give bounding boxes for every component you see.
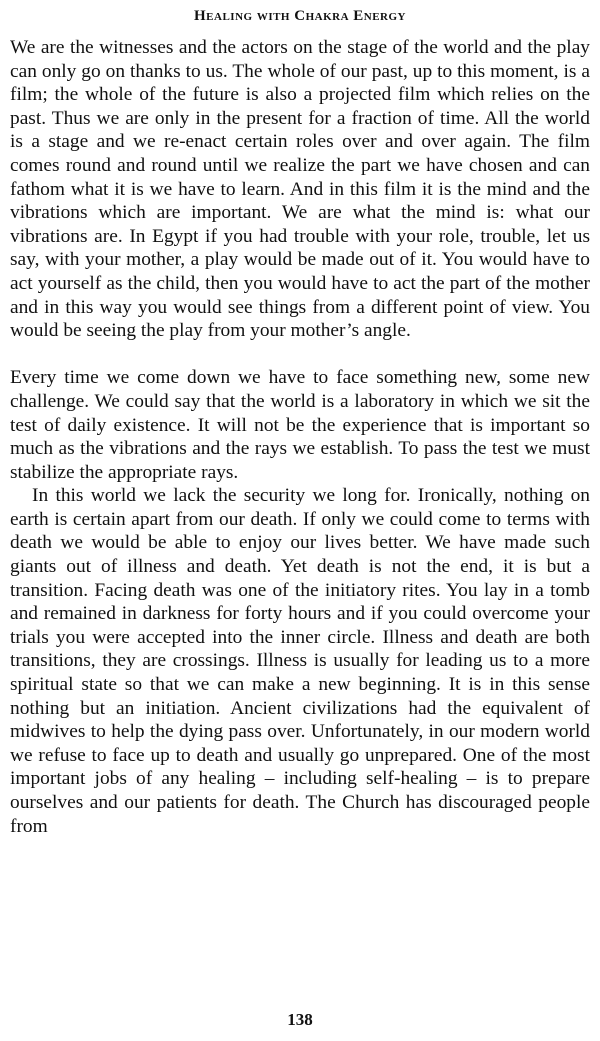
running-head: Healing with Chakra Energy (194, 8, 406, 24)
paragraph-witnesses-and-actors: We are the witnesses and the actors on the stage of the world and the play can only go on thanks to us. The whole of our past, up to this moment, is a film; the whole of the future is also a projected film which relies on the past. Thus we are only in the present for a fraction of time. All the world is a stage and we re-enact certain roles over and over again. The film comes round and round until we realize the part we have chosen and can fathom what it is we have to learn. And in this film it is the mind and the vibrations which are important. We are what the mind is: what our vibrations are. In Egypt if you had trouble with your role, trouble, let us say, with your mother, a play would be made out of it. You would have to act yourself as the child, then you would have to act the part of the mother and in this way you would see things from a different point of view. You would be seeing the play from your mother’s angle. (10, 37, 590, 342)
paragraph-new-challenge: Every time we come down we have to face something new, some new challenge. We could say that the world is a laboratory in which we sit the test of daily existence. It will not be the experience that is important so much as the vibrations and the rays we establish. To pass the test we must stabilize the appropriate rays. (10, 367, 590, 483)
paragraph-security-and-death: In this world we lack the security we long for. Ironically, nothing on earth is certain apart from our death. If only we could come to terms with death we would be able to enjoy our lives better. We have made such giants out of illness and death. Yet death is not the end, it is but a transition. Facing death was one of the initiatory rites. You lay in a tomb and remained in darkness for forty hours and if you could overcome your trials you were accepted into the inner circle. Illness and death are both transitions, they are crossings. Illness is usually for leading us to a more spiritual state so that we can make a new beginning. It is in this sense nothing but an initiation. Ancient civilizations had the equivalent of midwives to help the dying pass over. Unfortunately, in our modern world we refuse to face up to death and usually go unprepared. One of the most important jobs of any healing – including self-healing – is to prepare ourselves and our patients for death. The Church has discouraged people from (10, 485, 590, 837)
body-text (10, 36, 590, 838)
page-number: 138 (287, 1010, 313, 1029)
